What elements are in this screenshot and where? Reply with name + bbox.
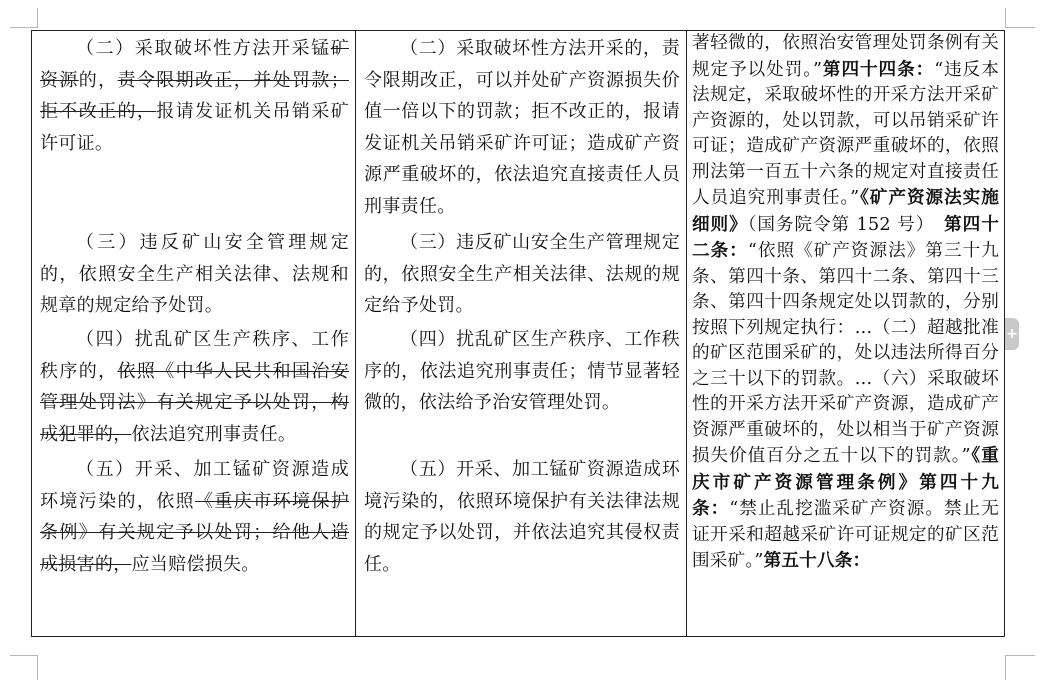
text-run: （二）采取破坏性方法开采锰 [76, 38, 331, 59]
bold-citation: 第四十二条： [692, 213, 999, 261]
crop-mark-top-right [1005, 8, 1007, 28]
col1-paragraph-4 [40, 324, 349, 450]
plus-icon: + [1006, 326, 1018, 342]
text-run: 报请发证机关吊销采矿许可证。 [40, 101, 349, 154]
struck-text: 依照《中华人民共和国治安管理处罚法》有关规定予以处罚，构成犯罪的， [40, 360, 350, 445]
text-run: （四）扰乱矿区生产秩序、工作秩序的， [40, 329, 349, 382]
crop-mark-top-left [37, 8, 39, 28]
crop-mark-top-right-h [1005, 27, 1035, 29]
col2-paragraph-2: （二）采取破坏性方法开采的，责令限期改正，可以并处矿产资源损失价值一倍以下的罚款；拒不改正的，报请发证机关吊销采矿许可证；造成矿产资源严重破坏的，依法追究直接责任人员刑事责任。 [364, 38, 680, 217]
crop-mark-bottom-right-h [1005, 655, 1035, 657]
crop-mark-bottom-right [1005, 655, 1007, 680]
col1-paragraph-3: （三）违反矿山安全管理规定的，依照安全生产相关法律、法规和规章的规定给予处罚。 [40, 232, 349, 316]
col2-paragraph-5: （五）开采、加工锰矿资源造成环境污染的，依照环境保护有关法律法规的规定予以处罚，并依法追究其侵权责任。 [364, 459, 680, 575]
table-cell-revised-text[interactable] [356, 31, 687, 636]
text-run: 应当赔偿损失。 [131, 553, 260, 575]
text-run: （五）开采、加工锰矿资源造成环境污染的，依照 [40, 459, 349, 512]
text-run: 著轻微的，依照治安管理处罚条例有关规定予以处罚。” [692, 33, 999, 80]
bold-citation: 《重庆市矿产资源管理条例》第四十九条： [692, 445, 999, 519]
bold-citation: 《矿产资源法实施细则》 [692, 187, 999, 235]
col2-paragraph-3: （三）违反矿山安全生产管理规定的，依照安全生产相关法律、法规的规定给予处罚。 [364, 232, 680, 316]
text-run: “违反本法规定，采取破坏性的开采方法开采矿产资源的，处以罚款，可以吊销采矿许可证；造成矿产资源严重破坏的，依照刑法第一百五十六条的规定对直接责任人员追究刑事责任。” [692, 59, 1000, 208]
bold-citation: 第五十八条： [763, 550, 871, 571]
text-run: （国务院令第 152 号） [747, 214, 945, 235]
col3-legal-basis-text [692, 31, 999, 575]
crop-mark-bottom-left [37, 655, 39, 680]
crop-mark-top-left-h [10, 27, 37, 29]
struck-text: 责令限期改正，并处罚款；拒不改正的， [40, 69, 349, 122]
text-run: “禁止乱挖滥采矿产资源。禁止无证开采和超越采矿许可证规定的矿区范围采矿。” [692, 499, 999, 571]
bold-citation: 第四十四条： [822, 58, 935, 80]
table-cell-legal-basis[interactable] [687, 31, 1004, 636]
text-run: 的， [78, 69, 118, 91]
crop-mark-bottom-left-h [10, 655, 37, 657]
comparison-table [31, 30, 1005, 637]
col1-paragraph-2 [40, 33, 349, 159]
text-run: “依照《矿产资源法》第三十九条、第四十条、第四十二条、第四十三条、第四十四条规定处以罚款的，分别按照下列规定执行：…（二）超越批准的矿区范围采矿的，处以违法所得百分之三十以下的罚款。…（六）采取破坏性的开采方法开采矿产资源，造成矿产资源严重破坏的，处以相当于矿产资源损失价值百分之五十以下的罚款。” [692, 241, 999, 466]
table-cell-original-text[interactable] [32, 31, 356, 636]
struck-text: 矿资源 [40, 38, 349, 91]
struck-text: 《重庆市环境保护条例》有关规定予以处罚；给他人造成损害的， [40, 490, 350, 575]
col2-paragraph-4: （四）扰乱矿区生产秩序、工作秩序的，依法追究刑事责任；情节显著轻微的，依法给予治安管理处罚。 [364, 329, 680, 413]
col1-paragraph-5 [40, 454, 349, 580]
text-run: 依法追究刑事责任。 [131, 423, 297, 445]
table-add-column-handle[interactable] [1005, 318, 1019, 350]
